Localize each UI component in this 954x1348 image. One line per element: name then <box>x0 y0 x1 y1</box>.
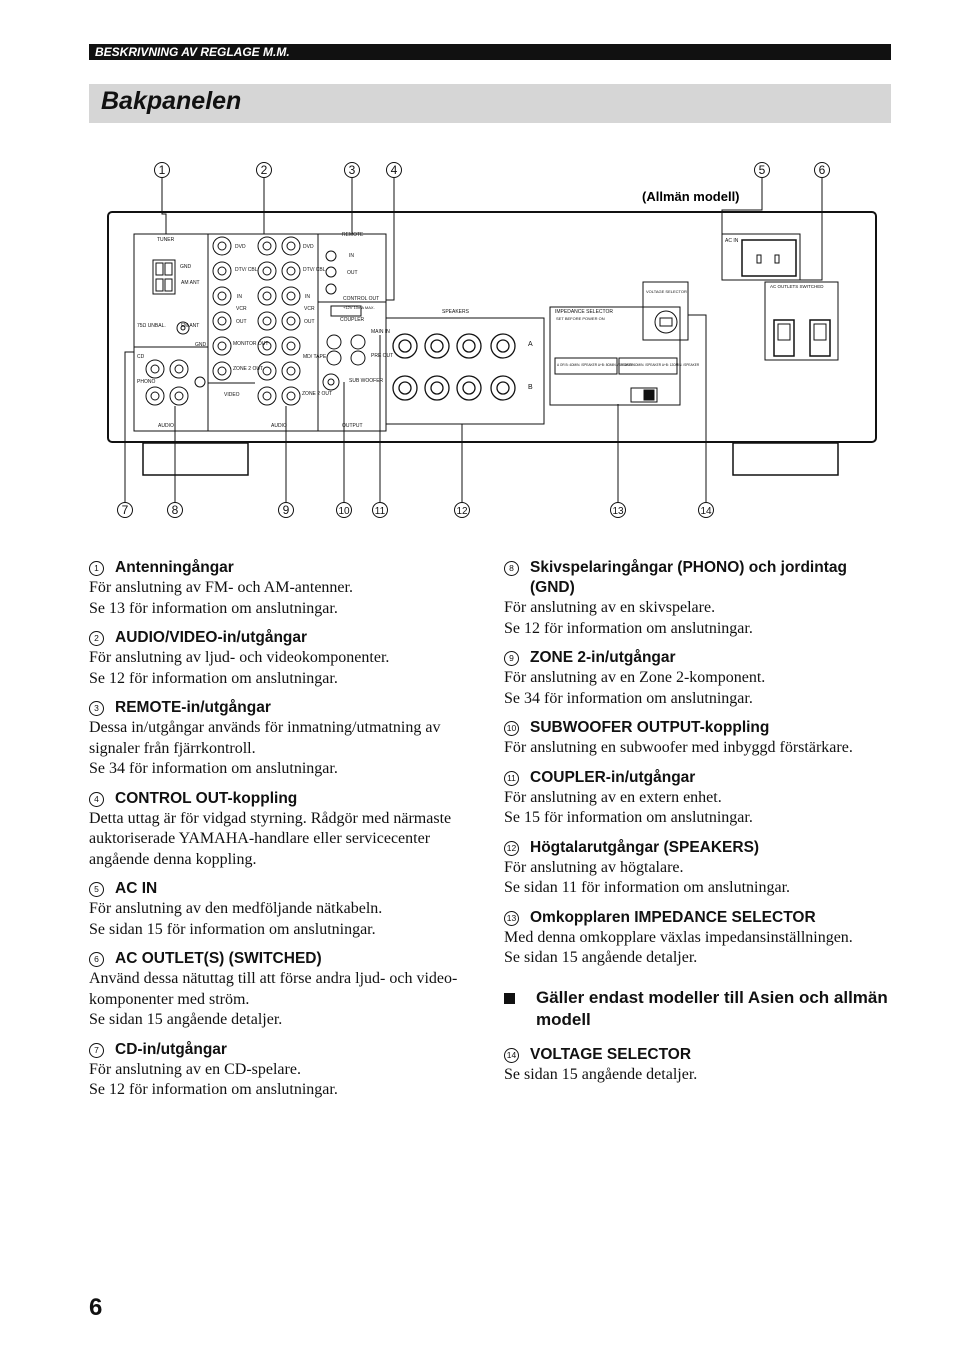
label-speakers: SPEAKERS <box>442 309 469 315</box>
item-title: Skivspelaringångar (PHONO) och jordintag (GND) <box>530 559 847 596</box>
callout-3 <box>345 163 360 178</box>
label-tuner: TUNER <box>157 237 175 243</box>
callout-13 <box>611 503 626 518</box>
label-am-ant: AM ANT <box>181 280 200 286</box>
item-impedance <box>504 908 894 969</box>
item-number: 13 <box>504 911 519 926</box>
item-title: Antenningångar <box>115 559 234 576</box>
callout-6-label: 6 <box>818 163 826 177</box>
label-gnd-2: GND <box>195 342 207 348</box>
item-phono <box>504 558 894 639</box>
item-body-line: Se sidan 15 angående detaljer. <box>504 949 698 966</box>
note-text: Gäller endast modeller till Asien och allmän modell <box>536 987 888 1029</box>
label-zone2-out: ZONE 2 OUT <box>233 366 264 372</box>
label-voltage-selector: VOLTAGE SELECTOR <box>646 289 687 294</box>
callout-11-label: 11 <box>374 506 386 517</box>
label-coupler: COUPLER <box>340 317 365 323</box>
callout-13-label: 13 <box>612 506 624 517</box>
label-b: B <box>528 384 533 391</box>
item-heading <box>504 908 894 928</box>
callout-10 <box>337 503 352 518</box>
item-heading <box>89 1040 479 1060</box>
item-zone2 <box>504 648 894 709</box>
item-voltage-selector <box>504 1045 894 1086</box>
label-dtv: DTV/ CBL <box>235 267 258 273</box>
label-imp-opt2: A OR B: 6ΩMIN. /SPEAKER A+B: 12ΩMIN. /SPEAKER <box>621 363 700 367</box>
item-title: Omkopplaren IMPEDANCE SELECTOR <box>530 908 816 926</box>
item-body-line: Se 34 för information om anslutningar. <box>89 760 338 777</box>
item-body-line: Se sidan 11 för information om anslutningar. <box>504 879 791 896</box>
item-number: 8 <box>504 561 519 576</box>
item-number: 10 <box>504 721 519 736</box>
callout-5-label: 5 <box>758 163 766 177</box>
page-title-bar <box>89 84 891 123</box>
item-body-line: Se 15 för information om anslutningar. <box>504 809 753 826</box>
item-title: AC OUTLET(S) (SWITCHED) <box>115 950 322 967</box>
item-body-line: Se 13 för information om anslutningar. <box>89 599 338 617</box>
label-vcr-2: VCR <box>304 306 315 312</box>
square-bullet-icon <box>504 993 515 1004</box>
item-body-line: För anslutning av ljud- och videokomponenter. <box>89 649 390 666</box>
item-body-line: Detta uttag är för vidgad styrning. Rådgör med närmaste auktoriserade YAMAHA-handlare eller servicecenter angående denna koppling. <box>89 809 452 868</box>
item-heading <box>504 558 894 598</box>
item-title: AC IN <box>115 880 158 897</box>
item-heading <box>504 718 894 738</box>
item-body-line: Se sidan 15 för information om anslutningar. <box>89 920 376 938</box>
label-out: OUT <box>236 319 247 325</box>
item-title: Högtalarutgångar (SPEAKERS) <box>530 838 760 856</box>
label-main-in: MAIN IN <box>371 329 390 335</box>
label-imp-opt1: A OR B: 4ΩMIN. /SPEAKER A+B: 8ΩMIN. /SPEAKER <box>557 363 634 367</box>
item-heading <box>504 648 894 668</box>
callout-3-label: 3 <box>348 163 356 177</box>
left-column <box>89 558 479 1110</box>
callout-2 <box>257 163 272 178</box>
callout-9-label: 9 <box>282 503 290 517</box>
item-title: ZONE 2-in/utgångar <box>530 649 676 666</box>
item-remote <box>89 698 479 780</box>
item-body-line: Använd dessa nätuttag till att förse andra ljud- och video-komponenter med ström. <box>89 970 458 1008</box>
callout-4 <box>387 163 402 178</box>
item-audio-video <box>89 628 479 689</box>
label-remote-out: OUT <box>347 270 358 276</box>
item-heading <box>504 838 894 858</box>
item-body-line: För anslutning av en Zone 2-komponent. <box>504 669 766 686</box>
label-control-out: CONTROL OUT <box>343 296 380 302</box>
label-out-2: OUT <box>304 319 315 325</box>
label-unbal: 75Ω UNBAL. <box>137 323 166 329</box>
item-heading <box>504 1045 894 1065</box>
foot-left <box>143 443 248 475</box>
item-cd <box>89 1040 479 1101</box>
page-number: 6 <box>89 1294 103 1321</box>
item-heading <box>89 628 479 648</box>
right-column <box>504 558 894 1094</box>
label-cd: CD <box>137 354 145 360</box>
callout-11 <box>373 503 388 518</box>
callout-1 <box>155 163 170 178</box>
label-phono: PHONO <box>137 379 156 385</box>
callout-12-label: 12 <box>456 506 468 517</box>
label-dvd: DVD <box>235 244 246 250</box>
callout-7 <box>118 503 133 518</box>
item-body-line: Se 12 för information om anslutningar. <box>504 619 753 637</box>
label-zone2-out-2: ZONE 2 OUT <box>302 391 333 397</box>
item-heading <box>89 879 479 899</box>
item-body-line: För anslutning en subwoofer med inbyggd förstärkare. <box>504 739 853 756</box>
label-audio-1: AUDIO <box>158 423 174 429</box>
callout-9 <box>279 503 294 518</box>
callout-4-label: 4 <box>390 163 398 177</box>
callout-1-label: 1 <box>158 163 166 177</box>
label-in-2: IN <box>305 294 310 300</box>
label-ac-outlets: AC OUTLETS SWITCHED <box>770 284 824 289</box>
item-speakers <box>504 838 894 899</box>
label-remote-in: IN <box>349 253 354 259</box>
item-number: 6 <box>89 952 104 967</box>
item-ac-in <box>89 879 479 940</box>
item-title: CD-in/utgångar <box>115 1040 227 1058</box>
label-control-spec: +12V 10mA MAX. <box>343 305 375 310</box>
callout-5 <box>755 163 770 178</box>
item-control-out <box>89 789 479 871</box>
item-title: CONTROL OUT-koppling <box>115 789 298 807</box>
item-body-line: Se 12 för information om anslutningar. <box>89 669 338 687</box>
item-number: 5 <box>89 882 104 897</box>
item-title: VOLTAGE SELECTOR <box>530 1045 692 1063</box>
item-number: 3 <box>89 701 104 716</box>
label-pre-out: PRE OUT <box>371 353 394 359</box>
label-vcr: VCR <box>236 306 247 312</box>
callout-8 <box>168 503 183 518</box>
model-note: (Allmän modell) <box>642 189 740 204</box>
item-body-line: För anslutning av högtalare. <box>504 858 684 876</box>
callout-2-label: 2 <box>260 163 268 177</box>
item-ac-outlets <box>89 949 479 1031</box>
item-number: 7 <box>89 1043 104 1058</box>
item-body-line: Se sidan 15 angående detaljer. <box>89 1011 283 1028</box>
label-imp-selector: IMPEDANCE SELECTOR <box>555 309 613 315</box>
label-video: VIDEO <box>224 392 240 398</box>
callout-10-label: 10 <box>338 506 350 517</box>
callout-7-label: 7 <box>121 503 129 517</box>
item-body-line: Med denna omkopplare växlas impedansinställningen. <box>504 928 853 946</box>
item-heading <box>89 789 479 809</box>
label-monitor-out: MONITOR OUT <box>233 341 269 347</box>
item-number: 12 <box>504 841 519 856</box>
item-title: COUPLER-in/utgångar <box>530 768 696 786</box>
item-title: SUBWOOFER OUTPUT-koppling <box>530 719 770 736</box>
item-body-line: För anslutning av en extern enhet. <box>504 788 722 806</box>
item-body-line: För anslutning av en CD-spelare. <box>89 1060 301 1078</box>
label-dtv-2: DTV/ CBL <box>303 267 326 273</box>
item-heading <box>89 558 479 578</box>
item-title: AUDIO/VIDEO-in/utgångar <box>115 629 308 646</box>
label-output: OUTPUT <box>342 423 363 429</box>
item-body-line: För anslutning av FM- och AM-antenner. <box>89 579 353 596</box>
label-in: IN <box>237 294 242 300</box>
label-remote: REMOTE <box>342 232 364 238</box>
label-md-tape: MD/ TAPE <box>303 354 327 360</box>
item-body-line: Se 12 för information om anslutningar. <box>89 1081 338 1098</box>
label-fm-ant: FM ANT <box>181 323 200 329</box>
model-note-heading <box>504 987 894 1031</box>
item-body-line: För anslutning av en skivspelare. <box>504 599 716 616</box>
bottom-callouts <box>118 503 714 518</box>
item-body-line: För anslutning av den medföljande nätkabeln. <box>89 900 383 917</box>
page-title: Bakpanelen <box>101 87 242 115</box>
top-callouts <box>155 163 830 178</box>
chassis <box>108 212 876 442</box>
callout-14-label: 14 <box>700 506 712 517</box>
section-header: BESKRIVNING AV REGLAGE M.M. <box>89 44 891 60</box>
label-subwoofer: SUB WOOFER <box>349 378 384 384</box>
item-body-line: Se sidan 15 angående detaljer. <box>504 1065 698 1083</box>
label-dvd-2: DVD <box>303 244 314 250</box>
label-a: A <box>528 341 533 348</box>
foot-right <box>733 443 838 475</box>
item-number: 4 <box>89 792 104 807</box>
label-imp-set: SET BEFORE POWER ON <box>556 316 605 321</box>
item-number: 9 <box>504 651 519 666</box>
callout-6 <box>815 163 830 178</box>
item-heading <box>504 768 894 788</box>
label-ac-in: AC IN <box>725 238 739 244</box>
label-gnd: GND <box>180 264 192 270</box>
item-number: 2 <box>89 631 104 646</box>
item-heading <box>89 949 479 969</box>
item-heading <box>89 698 479 718</box>
callout-14 <box>699 503 714 518</box>
callout-12 <box>455 503 470 518</box>
item-antenna <box>89 558 479 619</box>
callout-8-label: 8 <box>171 503 179 517</box>
item-title: REMOTE-in/utgångar <box>115 699 271 716</box>
item-number: 11 <box>504 771 519 786</box>
item-number: 1 <box>89 561 104 576</box>
label-audio-2: AUDIO <box>271 423 287 429</box>
item-subwoofer <box>504 718 894 759</box>
item-coupler <box>504 768 894 829</box>
item-body-line: Se 34 för information om anslutningar. <box>504 689 753 707</box>
item-body-line: Dessa in/utgångar används för inmatning/utmatning av signaler från fjärrkontroll. <box>89 719 441 757</box>
rear-panel-figure <box>0 150 954 530</box>
item-number: 14 <box>504 1048 519 1063</box>
